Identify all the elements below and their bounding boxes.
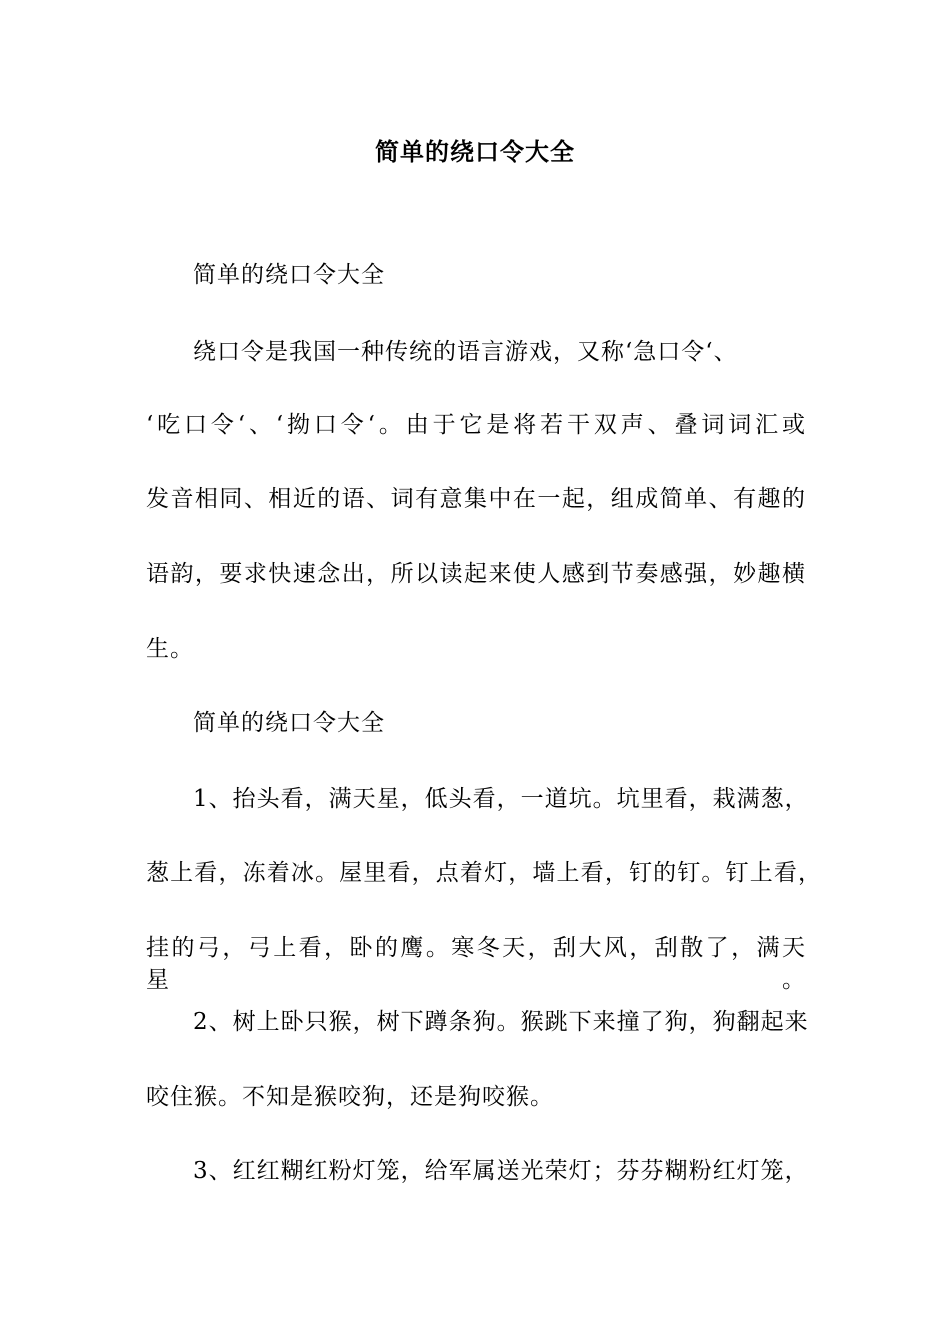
paragraph-line: 葱上看，冻着冰。屋里看，点着灯，墙上看，钉的钉。钉上看， [146, 860, 822, 886]
paragraph-line: 3、红红糊红粉灯笼，给军属送光荣灯；芬芬糊粉红灯笼， [193, 1158, 809, 1184]
paragraph-line: 2、树上卧只猴，树下蹲条狗。猴跳下来撞了狗，狗翻起来 [193, 1009, 809, 1035]
paragraph-line: 发音相同、相近的语、词有意集中在一起，组成简单、有趣的 [146, 486, 806, 512]
paragraph-line: 挂的弓，弓上看，卧的鹰。寒冬天，刮大风，刮散了，满天星。 [146, 935, 806, 993]
paragraph-line: 咬住猴。不知是猴咬狗，还是狗咬猴。 [146, 1084, 554, 1110]
paragraph-line: ‘吃口令‘、‘拗口令‘。由于它是将若干双声、叠词词汇或 [146, 412, 806, 438]
paragraph-line: 生。 [146, 636, 194, 662]
document-title: 简单的绕口令大全 [375, 138, 575, 166]
section-heading: 简单的绕口令大全 [193, 710, 385, 736]
section-heading: 简单的绕口令大全 [193, 262, 385, 288]
paragraph-line: 语韵，要求快速念出，所以读起来使人感到节奏感强，妙趣横 [146, 561, 806, 587]
paragraph-line: 1、抬头看，满天星，低头看，一道坑。坑里看，栽满葱， [193, 786, 809, 812]
paragraph-line: 绕口令是我国一种传统的语言游戏，又称‘急口令‘、 [193, 339, 738, 365]
